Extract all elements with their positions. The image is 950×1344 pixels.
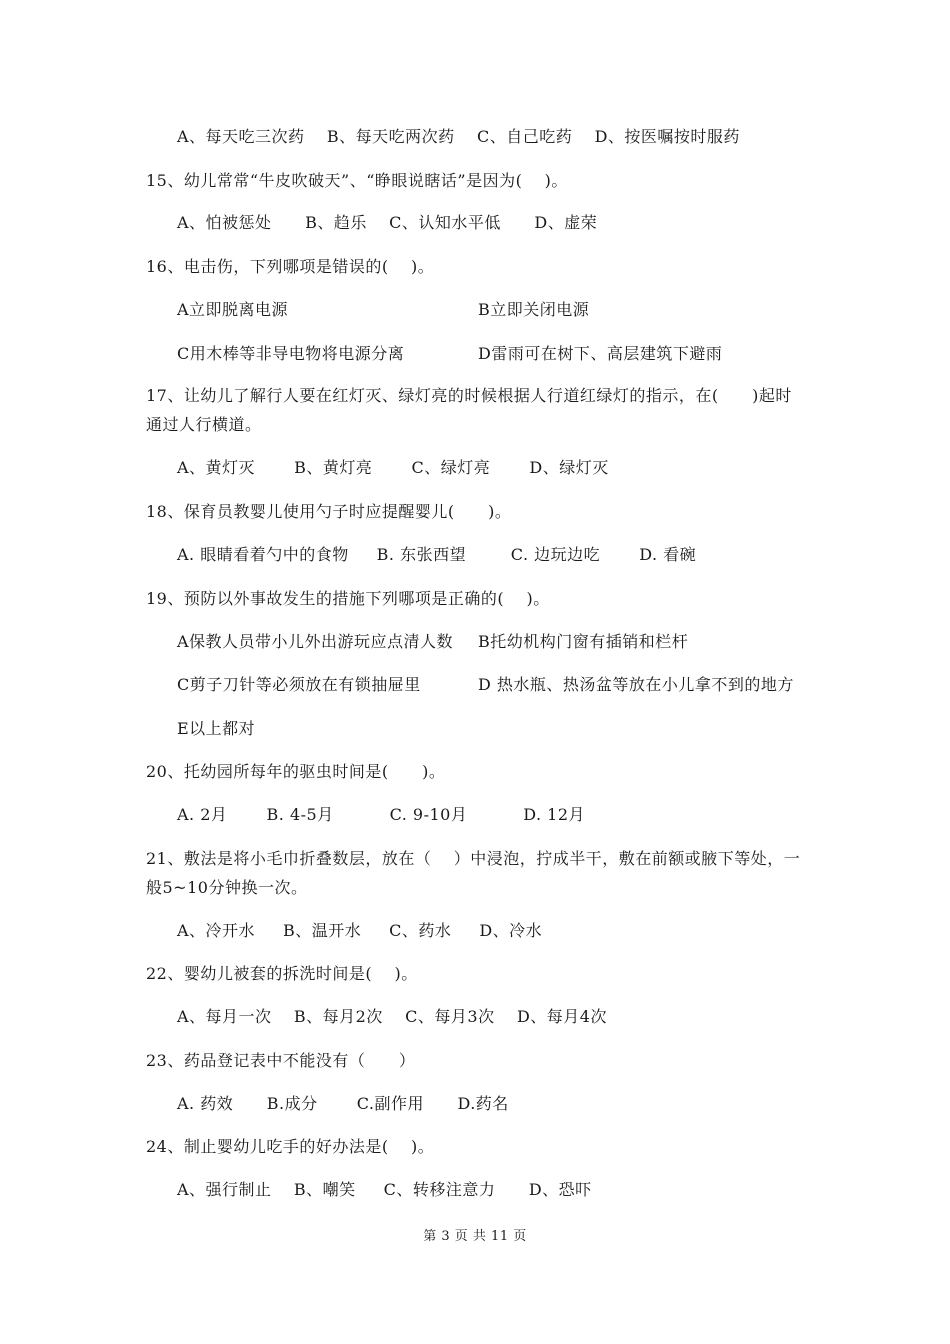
q22-question: 22、婴幼儿被套的拆洗时间是( )。: [146, 964, 418, 983]
q17-question-line1: 17、让幼儿了解行人要在红灯灭、绿灯亮的时候根据人行道红绿灯的指示，在( )起时: [146, 386, 792, 405]
q17-options: A、黄灯灭 B、黄灯亮 C、绿灯亮 D、绿灯灭: [177, 458, 609, 477]
q20-question: 20、托幼园所每年的驱虫时间是( )。: [146, 762, 446, 781]
q18-question: 18、保育员教婴儿使用勺子时应提醒婴儿( )。: [146, 502, 512, 521]
q17-question-line2: 通过人行横道。: [146, 415, 262, 434]
q19-option-e: E以上都对: [177, 719, 256, 738]
q16-question: 16、电击伤，下列哪项是错误的( )。: [146, 257, 435, 276]
q18-options: A. 眼睛看着勺中的食物 B. 东张西望 C. 边玩边吃 D. 看碗: [177, 545, 697, 564]
q24-options: A、强行制止 B、嘲笑 C、转移注意力 D、恐吓: [177, 1180, 592, 1199]
q15-options: A、怕被惩处 B、趋乐 C、认知水平低 D、虚荣: [177, 213, 598, 232]
q20-options: A. 2月 B. 4-5月 C. 9-10月 D. 12月: [177, 805, 586, 824]
q14-options: A、每天吃三次药 B、每天吃两次药 C、自己吃药 D、按医嘱按时服药: [177, 127, 740, 146]
q16-option-a: A立即脱离电源: [177, 300, 289, 319]
q19-option-c: C剪子刀针等必须放在有锁抽屉里: [177, 675, 421, 694]
q19-option-a: A保教人员带小儿外出游玩应点清人数: [177, 632, 454, 651]
q23-options: A. 药效 B.成分 C.副作用 D.药名: [177, 1094, 509, 1113]
q21-question-line2: 般5~10分钟换一次。: [146, 878, 308, 897]
q19-question: 19、预防以外事故发生的措施下列哪项是正确的( )。: [146, 589, 550, 608]
q16-option-c: C用木棒等非导电物将电源分离: [177, 344, 405, 363]
q24-question: 24、制止婴幼儿吃手的好办法是( )。: [146, 1137, 435, 1156]
q16-option-b: B立即关闭电源: [478, 300, 590, 319]
q21-options: A、冷开水 B、温开水 C、药水 D、冷水: [177, 921, 543, 940]
q15-question: 15、幼儿常常“牛皮吹破天”、“睁眼说瞎话”是因为( )。: [146, 171, 568, 190]
q19-option-b: B托幼机构门窗有插销和栏杆: [478, 632, 689, 651]
page-number-footer: 第 3 页 共 11 页: [423, 1229, 527, 1244]
q16-option-d: D雷雨可在树下、高层建筑下避雨: [478, 344, 723, 363]
q21-question-line1: 21、敷法是将小毛巾折叠数层，放在（ ）中浸泡，拧成半干，敷在前额或腋下等处，一: [146, 849, 801, 868]
q22-options: A、每月一次 B、每月2次 C、每月3次 D、每月4次: [177, 1007, 607, 1026]
q19-option-d: D 热水瓶、热汤盆等放在小儿拿不到的地方: [478, 675, 794, 694]
q23-question: 23、药品登记表中不能没有（ ）: [146, 1051, 416, 1070]
